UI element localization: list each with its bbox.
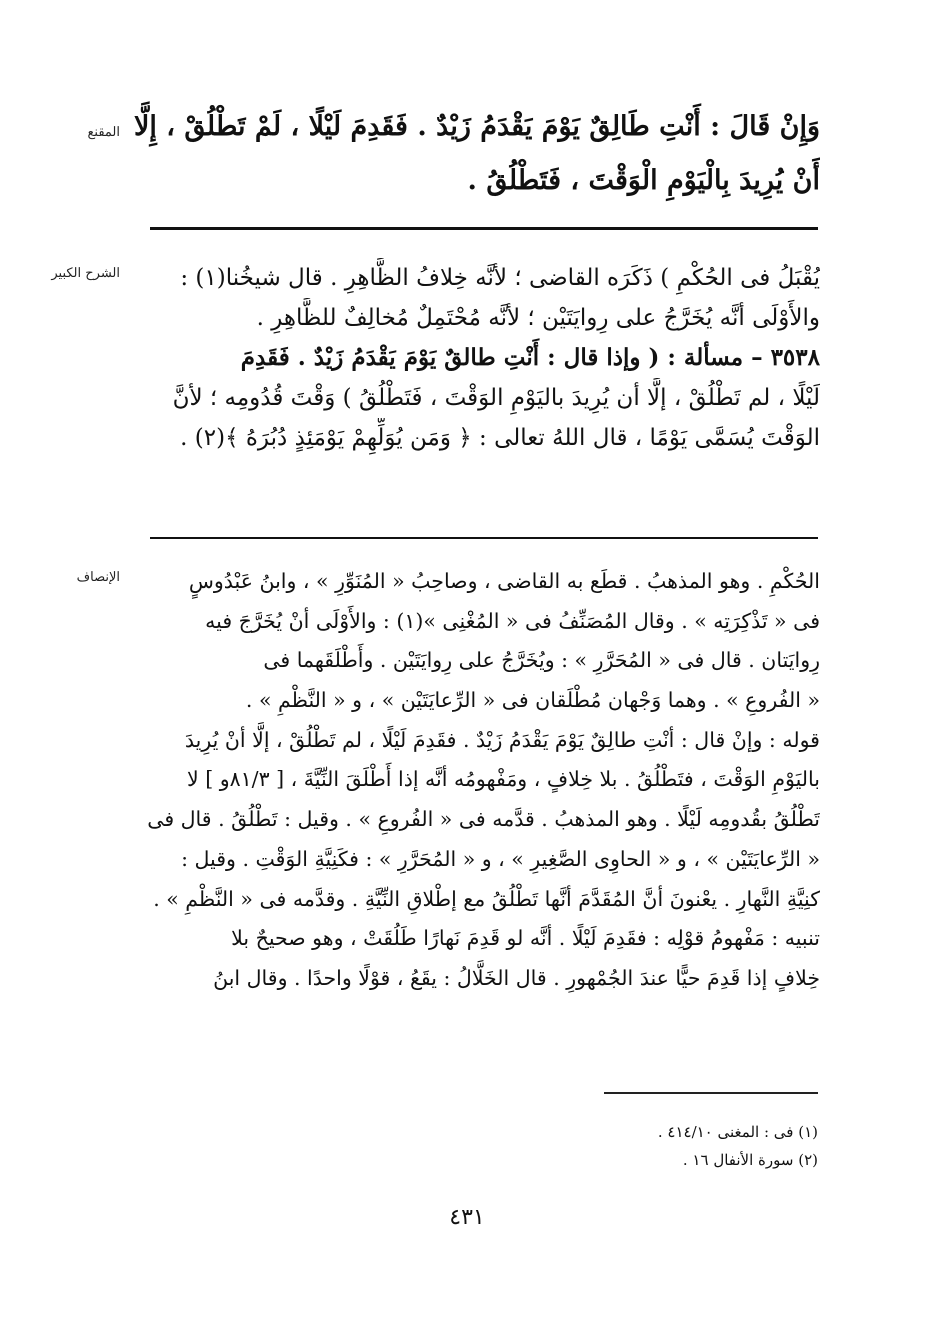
section-label-sharh: الشرح الكبير [51, 266, 120, 281]
insaf-line: الحُكْمِ . وهو المذهبُ . قطَع به القاضى ، وصاحِبُ « المُنَوِّرِ » ، وابنُ عَبْدُوسٍ [188, 569, 820, 593]
section-label-insaf: الإنصاف [76, 570, 120, 585]
footnote-item: (٢) سورة الأنفال ١٦ . [682, 1151, 818, 1169]
sharh-line: والأَوْلَى أنَّه يُخَرَّجُ على رِوايَتَيْن ؛ لأنَّه مُحْتَمِلٌ مُخالِفٌ للظَّاهِرِ . [256, 305, 820, 331]
muqni-line: وَإِنْ قَالَ : أَنْتِ طَالِقٌ يَوْمَ يَقْدَمُ زَيْدٌ . فَقَدِمَ لَيْلًا ، لَمْ تَطْلُقْ ، إِلَّا [133, 111, 820, 142]
masala-line: الوَقْتَ يُسَمَّى يَوْمًا ، قال اللهُ تعالى : ﴿ وَمَن يُوَلِّهِمْ يَوْمَئِذٍ دُبُرَهُ ﴾(٢) . [180, 425, 820, 451]
insaf-line: كنِيَّةِ النَّهارِ . يعْنونَ أنَّ المُقَدَّمَ أنَّها تَطْلُقُ مع إطْلاقِ النِّيَّةِ . وقدَّمه فى « النَّظْمِ » . [153, 886, 820, 911]
insaf-line: تنبيه : مَفْهومُ قوْلِه : فقَدِمَ لَيْلًا . أنَّه لو قَدِمَ نَهارًا طَلُقَتْ ، وهو صحيحٌ بلا [231, 926, 820, 951]
insaf-line: خِلافٍ إذا قَدِمَ حيًّا عندَ الجُمْهورِ . قال الخَلَّالُ : يقَعُ ، قوْلًا واحدًا . وقال ابنُ [213, 965, 820, 990]
footnotes [500, 1118, 818, 1174]
section-divider [150, 227, 818, 230]
insaf-line: فى « تَذْكِرَتِه » . وقال المُصَنِّفُ فى « المُغْنِى »(١) : والأَوْلَى أنْ يُخَرَّجَ فيه [205, 608, 820, 633]
footnote-divider [604, 1092, 818, 1094]
insaf-text [125, 562, 820, 999]
insaf-line: باليَوْمِ الوَقْتَ ، فتَطْلُقُ . بلا خِلافٍ ، ومَفْهومُه أنَّه إذا أَطْلَقَ النِّيَّةَ ، [ ٨١/٣و ] لا [187, 767, 820, 792]
section-label-muqni: المقنع [87, 125, 120, 140]
insaf-line: رِوايَتان . قال فى « المُحَرَّرِ » : ويُخَرَّجُ على رِوايَتَيْن . وأَطْلَقَهما فى [263, 648, 820, 673]
masala-line: ٣٥٣٨ – مسألة : ( وإذا قال : أَنْتِ طالقٌ يَوْمَ يَقْدَمُ زَيْدٌ . فَقَدِمَ [240, 344, 820, 371]
insaf-line: قوله : وإنْ قال : أنْتِ طالِقٌ يَوْمَ يَقْدَمُ زَيْدٌ . فقَدِمَ لَيْلًا ، لم تَطْلُقْ ، إلَّا أنْ يُرِيدَ [184, 727, 820, 752]
insaf-line: « الفُروعِ » . وهما وَجْهان مُطْلَقان فى « الرِّعايَتَيْن » ، و « النَّظْمِ » . [245, 688, 820, 713]
masala-line: لَيْلًا ، لم تَطْلُقْ ، إلَّا أن يُرِيدَ باليَوْمِ الوَقْتَ ، فَتَطْلُقُ ) وَقْتَ قُدُومِه ؛ لأنَّ [172, 385, 820, 411]
muqni-text [125, 100, 820, 208]
section-divider [150, 537, 818, 539]
muqni-line: أَنْ يُرِيدَ بِالْيَوْمِ الْوَقْتَ ، فَتَطْلُقُ . [467, 165, 820, 196]
footnote-item: (١) فى : المغنى ٤١٤/١٠ . [657, 1123, 818, 1141]
sharh-line: يُقْبَلُ فى الحُكْمِ ) ذَكَرَه القاضى ؛ لأنَّه خِلافُ الظَّاهِرِ . قال شيخُنا(١) : [180, 265, 820, 291]
insaf-line: « الرِّعايَتَيْن » ، و « الحاوِى الصَّغِيرِ » ، و « المُحَرَّرِ » : فكَنِيَّةِ الوَقْتِ . وقيل : [181, 846, 820, 871]
sharh-text [125, 258, 820, 458]
insaf-line: تَطْلُقُ بقُدومِه لَيْلًا . وهو المذهبُ . قدَّمه فى « الفُروعِ » . وقيل : تَطْلُقُ . قال فى [147, 807, 820, 832]
page-number: ٤٣١ [449, 1205, 485, 1230]
